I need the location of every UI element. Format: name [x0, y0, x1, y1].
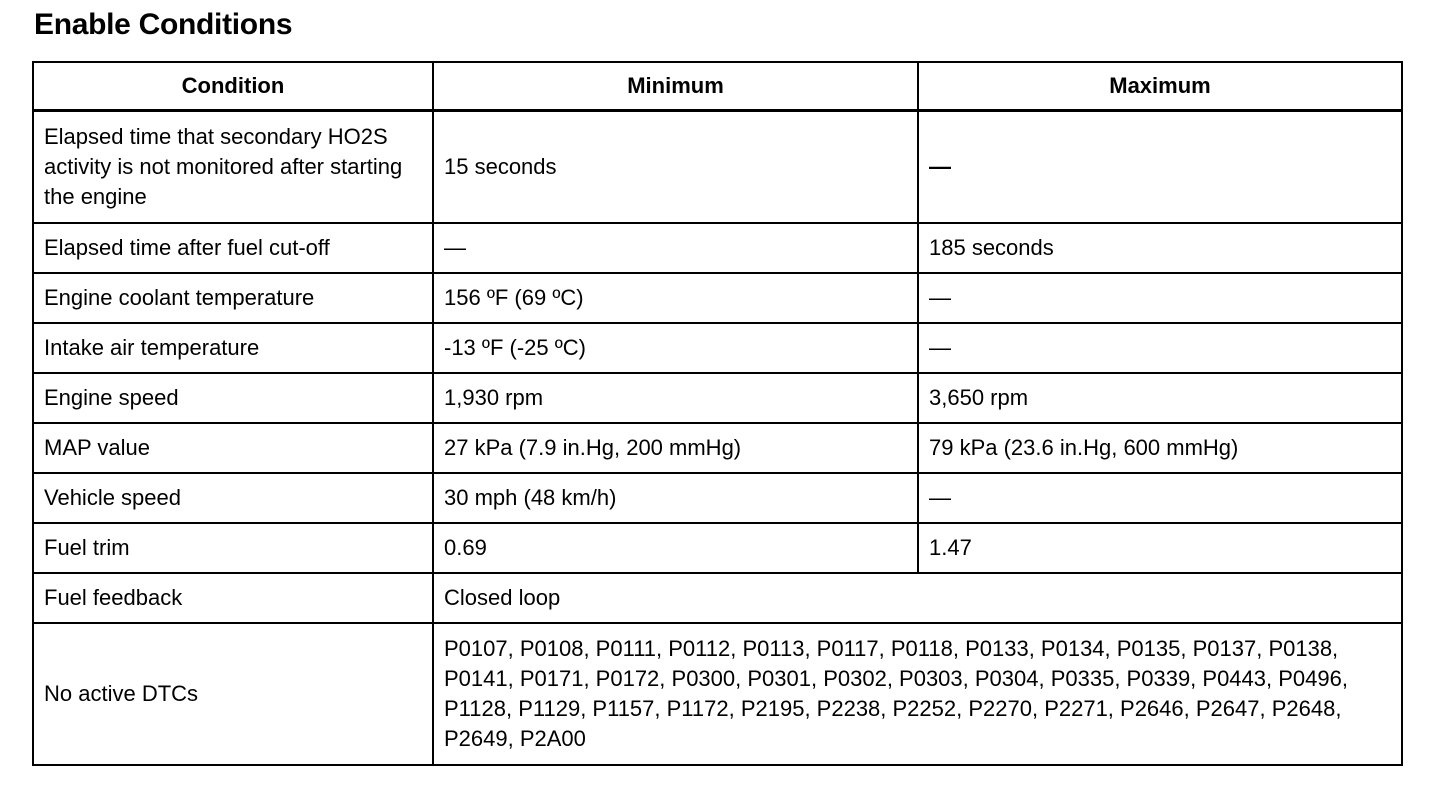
- table-row: [33, 373, 1402, 423]
- maximum-cell: —: [918, 473, 1402, 523]
- condition-cell: MAP value: [33, 423, 433, 473]
- page-title: Enable Conditions: [34, 8, 293, 41]
- condition-cell: No active DTCs: [33, 623, 433, 765]
- table-header-row: [33, 62, 1402, 111]
- condition-cell: Vehicle speed: [33, 473, 433, 523]
- table-row: [33, 423, 1402, 473]
- maximum-cell: 1.47: [918, 523, 1402, 573]
- column-header-condition: Condition: [33, 62, 433, 111]
- condition-cell: Elapsed time that secondary HO2S activity is not monitored after starting the engine: [33, 111, 433, 224]
- condition-cell: Engine coolant temperature: [33, 273, 433, 323]
- table-row: [33, 573, 1402, 623]
- table-row: [33, 111, 1402, 224]
- maximum-cell: —: [918, 273, 1402, 323]
- minimum-cell: 0.69: [433, 523, 918, 573]
- minimum-cell: 156 ºF (69 ºC): [433, 273, 918, 323]
- enable-conditions-table: [32, 61, 1403, 766]
- minimum-cell: 1,930 rpm: [433, 373, 918, 423]
- table-row: [33, 273, 1402, 323]
- minimum-cell: 30 mph (48 km/h): [433, 473, 918, 523]
- condition-cell: Intake air temperature: [33, 323, 433, 373]
- maximum-cell: —: [918, 111, 1402, 224]
- maximum-cell: 3,650 rpm: [918, 373, 1402, 423]
- column-header-maximum: Maximum: [918, 62, 1402, 111]
- maximum-cell: 79 kPa (23.6 in.Hg, 600 mmHg): [918, 423, 1402, 473]
- table-row: [33, 223, 1402, 273]
- minimum-cell: 15 seconds: [433, 111, 918, 224]
- maximum-cell: —: [918, 323, 1402, 373]
- minimum-cell: 27 kPa (7.9 in.Hg, 200 mmHg): [433, 423, 918, 473]
- column-header-minimum: Minimum: [433, 62, 918, 111]
- maximum-cell: 185 seconds: [918, 223, 1402, 273]
- table-row: [33, 523, 1402, 573]
- merged-value-cell: Closed loop: [433, 573, 1402, 623]
- dtc-list-cell: P0107, P0108, P0111, P0112, P0113, P0117, P0118, P0133, P0134, P0135, P0137, P0138, P0141, P0171, P0172, P0300, P0301, P0302, P0303, P0304, P0335, P0339, P0443, P0496, P1128, P1129, P1157, P1172, P2195, P2238, P2252, P2270, P2271, P2646, P2647, P2648, P2649, P2A00: [433, 623, 1402, 765]
- condition-cell: Fuel feedback: [33, 573, 433, 623]
- table-row: [33, 623, 1402, 765]
- minimum-cell: -13 ºF (-25 ºC): [433, 323, 918, 373]
- minimum-cell: —: [433, 223, 918, 273]
- condition-cell: Fuel trim: [33, 523, 433, 573]
- condition-cell: Elapsed time after fuel cut-off: [33, 223, 433, 273]
- table-row: [33, 323, 1402, 373]
- table-row: [33, 473, 1402, 523]
- condition-cell: Engine speed: [33, 373, 433, 423]
